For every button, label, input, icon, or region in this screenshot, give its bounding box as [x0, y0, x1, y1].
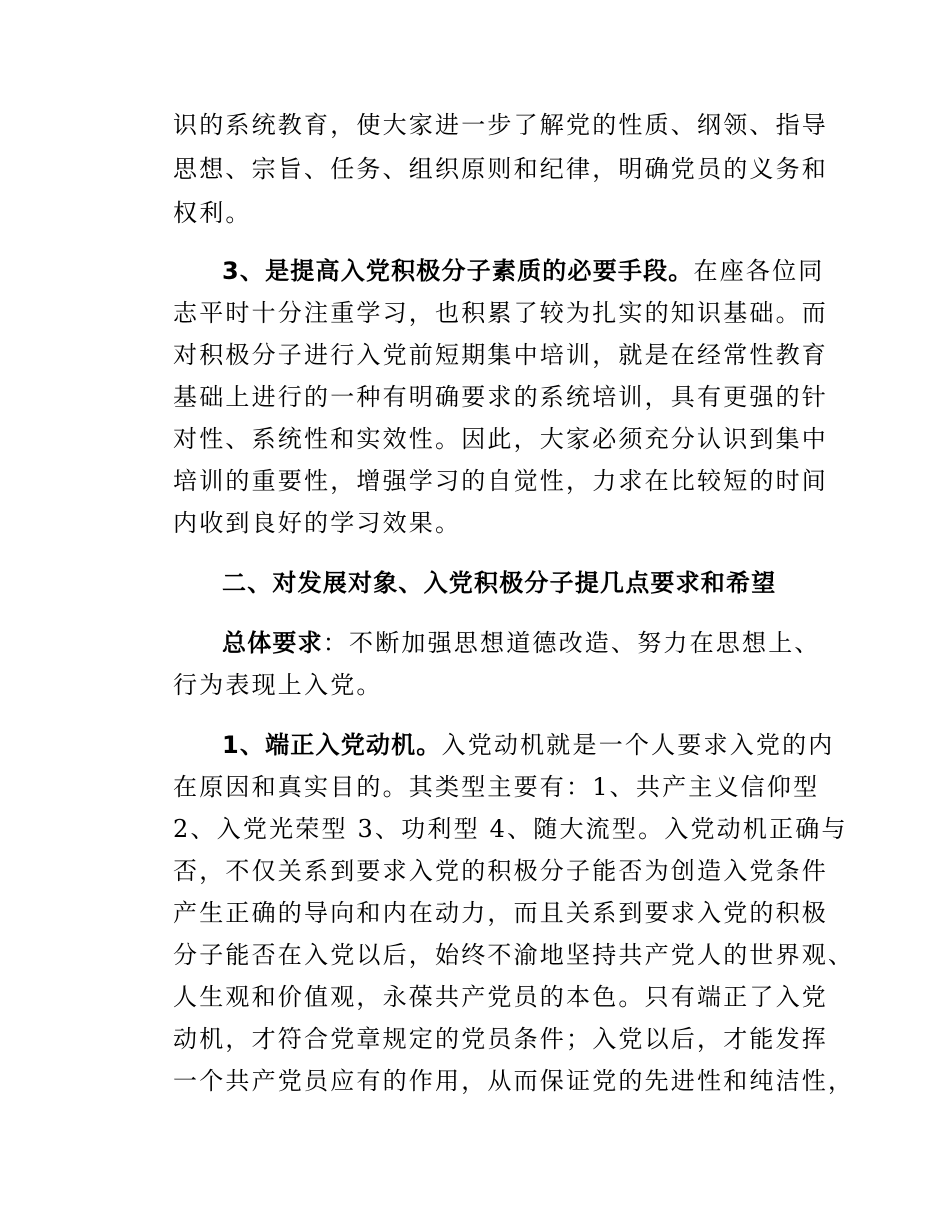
paragraph-first-line: [222, 628, 862, 658]
paragraph-line: 权利。: [173, 199, 252, 227]
paragraph-line: 在原因和真实目的。其类型主要有：1、共产主义信仰型: [173, 773, 820, 801]
paragraph-line: 一个共产党员应有的作用，从而保证党的先进性和纯洁性，: [173, 1067, 855, 1095]
paragraph-text: 在座各位同: [693, 257, 825, 285]
paragraph-line: 内收到良好的学习效果。: [173, 509, 462, 537]
paragraph-line: 产生正确的导向和内在动力，而且关系到要求入党的积极: [173, 899, 828, 927]
paragraph-line: 培训的重要性，增强学习的自觉性，力求在比较短的时间: [173, 467, 828, 495]
paragraph-line: 2、入党光荣型 3、功利型 4、随大流型。入党动机正确与: [173, 815, 848, 843]
paragraph-first-line: [222, 256, 862, 286]
paragraph-line: 志平时十分注重学习，也积累了较为扎实的知识基础。而: [173, 299, 828, 327]
paragraph-line: 思想、宗旨、任务、组织原则和纪律，明确党员的义务和: [173, 155, 828, 183]
paragraph-label: 总体要求: [222, 629, 323, 657]
paragraph-line: 动机，才符合党章规定的党员条件；入党以后，才能发挥: [173, 1025, 828, 1053]
paragraph-line: 对积极分子进行入党前短期集中培训，就是在经常性教育: [173, 341, 828, 369]
paragraph-line: 人生观和价值观，永葆共产党员的本色。只有端正了入党: [173, 983, 828, 1011]
paragraph-heading: 1、端正入党动机。: [222, 731, 442, 759]
paragraph-text: 入党动机就是一个人要求入党的内: [441, 731, 835, 759]
paragraph-text: ：不断加强思想道德改造、努力在思想上、: [322, 629, 821, 657]
paragraph-line: 分子能否在入党以后，始终不渝地坚持共产党人的世界观、: [173, 941, 855, 969]
paragraph-line: 识的系统教育，使大家进一步了解党的性质、纲领、指导: [173, 111, 828, 139]
paragraph-first-line: [222, 730, 862, 760]
paragraph-line: 基础上进行的一种有明确要求的系统培训，具有更强的针: [173, 383, 828, 411]
section-heading: 二、对发展对象、入党积极分子提几点要求和希望: [222, 569, 777, 597]
paragraph-line: 否，不仅关系到要求入党的积极分子能否为创造入党条件: [173, 857, 828, 885]
paragraph-line: 对性、系统性和实效性。因此，大家必须充分认识到集中: [173, 425, 828, 453]
paragraph-heading: 3、是提高入党积极分子素质的必要手段。: [222, 257, 694, 285]
paragraph-line: 行为表现上入党。: [173, 671, 383, 699]
